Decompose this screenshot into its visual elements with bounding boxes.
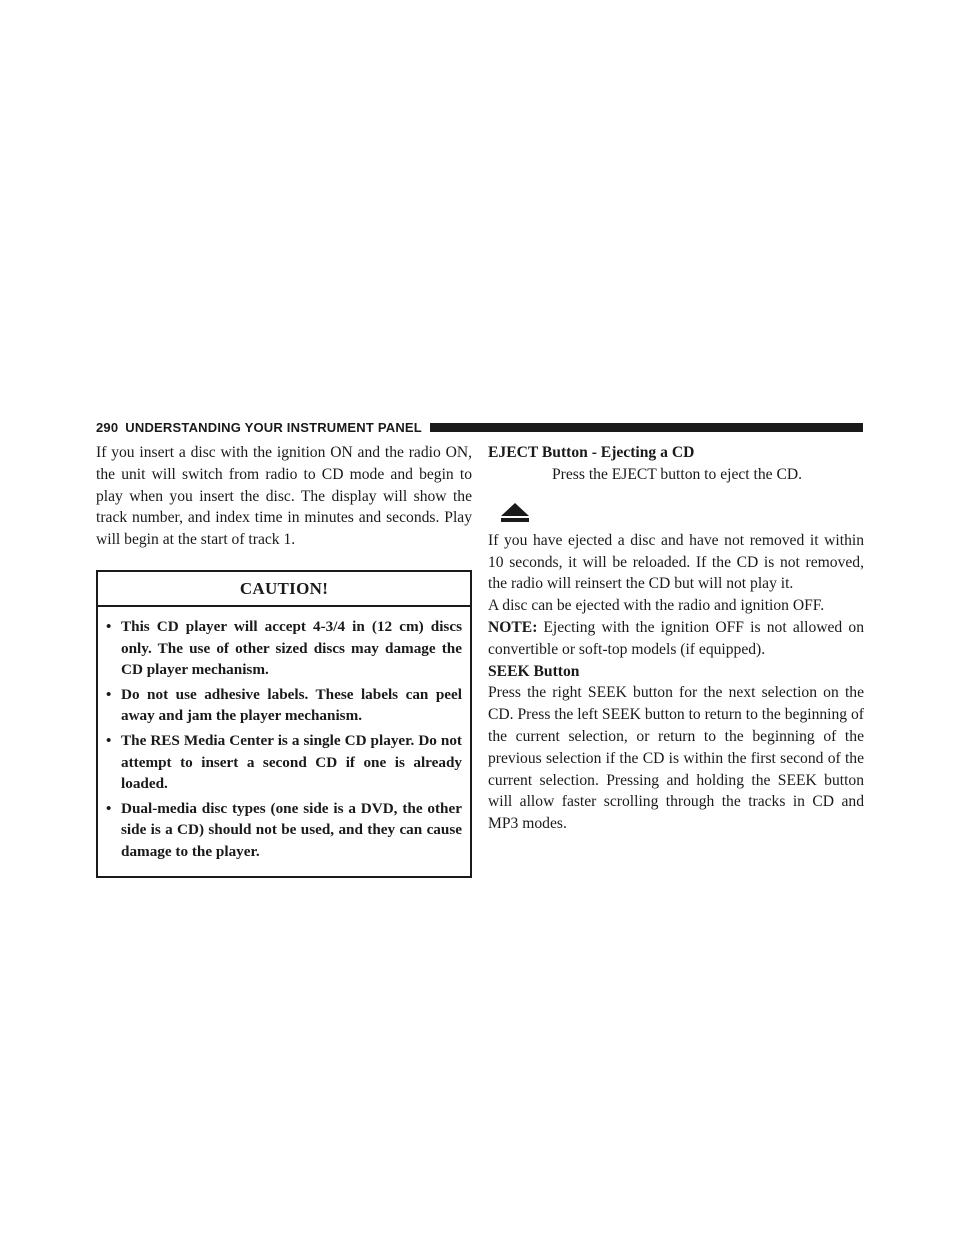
left-column — [96, 442, 472, 878]
caution-item-text: Dual-media disc types (one side is a DVD, the other side is a CD) should not be used, and they can cause damage to the player. — [121, 799, 462, 860]
note-paragraph — [488, 617, 864, 661]
caution-item-text: The RES Media Center is a single CD player. Do not attempt to insert a second CD if one is already loaded. — [121, 731, 462, 793]
caution-item — [106, 616, 462, 681]
note-text: Ejecting with the ignition OFF is not allowed on convertible or soft-top models (if equipped). — [488, 618, 864, 658]
caution-list — [98, 607, 470, 876]
section-title: UNDERSTANDING YOUR INSTRUMENT PANEL — [125, 419, 422, 435]
eject-row — [488, 464, 864, 530]
caution-item — [106, 684, 462, 727]
caution-item — [106, 798, 462, 863]
right-column — [488, 442, 864, 835]
note-label: NOTE: — [488, 618, 538, 636]
caution-item-text: Do not use adhesive labels. These labels can peel away and jam the player mechanism. — [121, 685, 462, 725]
bullet-icon: • — [106, 617, 112, 635]
reload-paragraph: If you have ejected a disc and have not removed it within 10 seconds, it will be reloaded. If the CD is not removed, the radio will reinsert the CD but will not play it. — [488, 531, 864, 593]
bullet-icon: • — [106, 685, 112, 703]
page-number: 290 — [96, 419, 119, 435]
seek-heading: SEEK Button — [488, 662, 580, 680]
eject-heading: EJECT Button - Ejecting a CD — [488, 444, 695, 461]
caution-title: CAUTION! — [98, 572, 470, 607]
intro-paragraph: If you insert a disc with the ignition ON and the radio ON, the unit will switch from radio to CD mode and begin to play when you insert the disc. The display will show the track number, and index time in minutes and seconds. Play will begin at the start of track 1. — [96, 444, 472, 549]
bullet-icon: • — [106, 731, 112, 749]
caution-item — [106, 730, 462, 795]
bullet-icon: • — [106, 799, 112, 817]
seek-paragraph: Press the right SEEK button for the next selection on the CD. Press the left SEEK button to return to the beginning of the current selection, or return to the beginning of the previous selection if the CD is within the first second of the current selection. Pressing and holding the SEEK button will allow faster scrolling through the tracks in CD and MP3 modes. — [488, 684, 864, 833]
caution-item-text: This CD player will accept 4-3/4 in (12 cm) discs only. The use of other sized discs may damage the CD player mechanism. — [121, 617, 462, 679]
eject-instruction: Press the EJECT button to eject the CD. — [552, 465, 803, 483]
caution-box — [96, 570, 472, 878]
page-header — [96, 419, 863, 435]
eject-icon — [500, 503, 530, 523]
eject-off-paragraph: A disc can be ejected with the radio and ignition OFF. — [488, 597, 825, 615]
header-rule — [430, 423, 863, 432]
